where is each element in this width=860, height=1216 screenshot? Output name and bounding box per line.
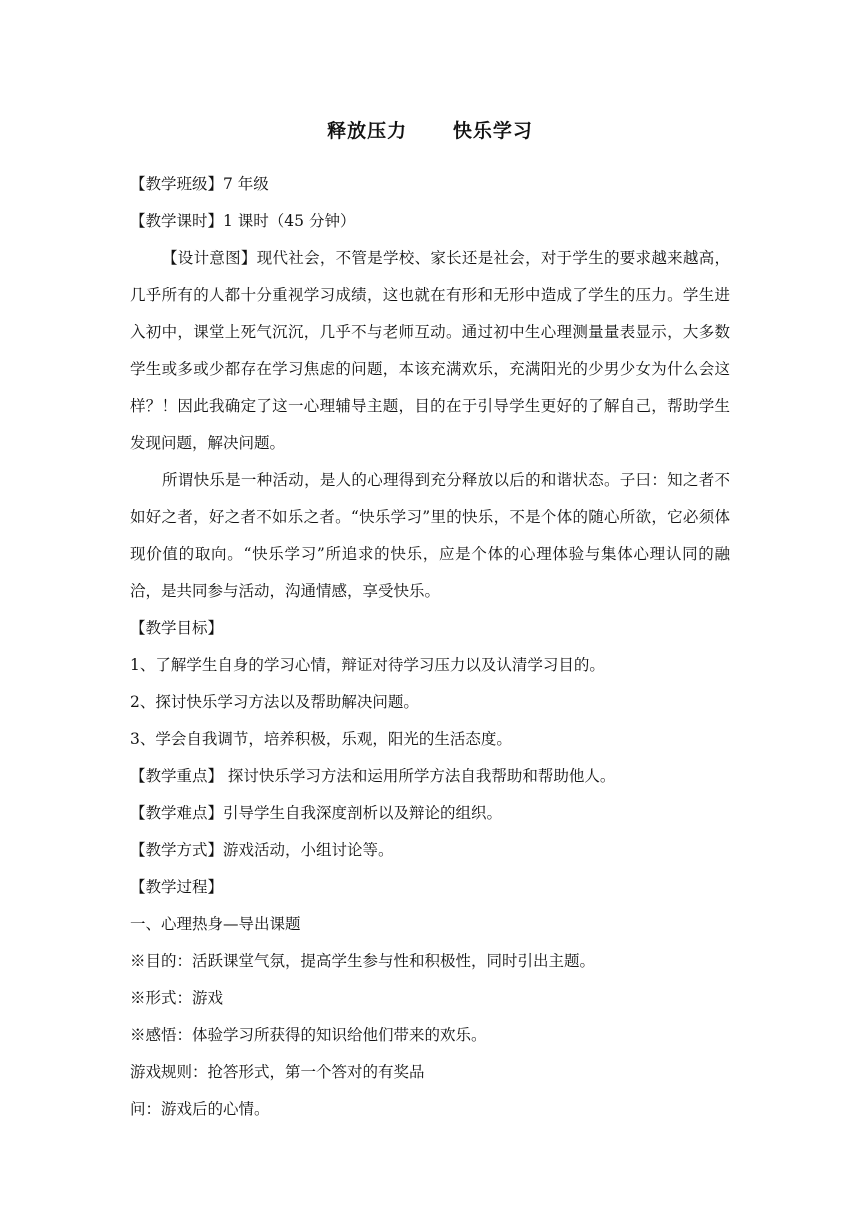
question-line: 问：游戏后的心情。 xyxy=(130,1100,270,1118)
teaching-focus-line: 【教学重点】 探讨快乐学习方法和运用所学方法自我帮助和帮助他人。 xyxy=(130,767,616,785)
purpose-line: ※目的：活跃课堂气氛，提高学生参与性和积极性，同时引出主题。 xyxy=(130,952,596,970)
teaching-process-heading: 【教学过程】 xyxy=(130,878,224,896)
teaching-method-line: 【教学方式】游戏活动，小组讨论等。 xyxy=(130,841,394,859)
happiness-definition-paragraph: 所谓快乐是一种活动，是人的心理得到充分释放以后的和谐状态。子曰：知之者不如好之者，好之者不如乐之者。“快乐学习”里的快乐，不是个体的随心所欲，它必须体现价值的取向。“快乐学习”所追求的快乐，应是个体的心理体验与集体心理认同的融洽，是共同参与活动，沟通情感，享受快乐。 xyxy=(130,471,730,600)
design-intent-paragraph: 【设计意图】现代社会，不管是学校、家长还是社会，对于学生的要求越来越高，几乎所有的人都十分重视学习成绩，这也就在有形和无形中造成了学生的压力。学生进入初中，课堂上死气沉沉，几乎不与老师互动。通过初中生心理测量量表显示，大多数学生或多或少都存在学习焦虑的问题，本该充满欢乐，充满阳光的少男少女为什么会这样？！因此我确定了这一心理辅导主题，目的在于引导学生更好的了解自己，帮助学生发现问题，解决问题。 xyxy=(130,249,730,452)
form-line: ※形式：游戏 xyxy=(130,989,224,1007)
insight-line: ※感悟：体验学习所获得的知识给他们带来的欢乐。 xyxy=(130,1026,487,1044)
section-1-heading: 一、心理热身—导出课题 xyxy=(130,915,301,933)
document-body xyxy=(130,166,730,1128)
teaching-class-line: 【教学班级】7 年级 xyxy=(130,175,269,193)
goal-item-3: 3、学会自我调节，培养积极，乐观，阳光的生活态度。 xyxy=(130,730,512,748)
goal-item-1: 1、了解学生自身的学习心情，辩证对待学习压力以及认清学习目的。 xyxy=(130,656,605,674)
document-title: 释放压力 快乐学习 xyxy=(327,120,533,142)
teaching-difficulty-line: 【教学难点】引导学生自我深度剖析以及辩论的组织。 xyxy=(130,804,503,822)
teaching-hours-line: 【教学课时】1 课时（45 分钟） xyxy=(130,212,356,230)
goal-item-2: 2、探讨快乐学习方法以及帮助解决问题。 xyxy=(130,693,419,711)
teaching-goals-heading: 【教学目标】 xyxy=(130,619,224,637)
game-rules-line: 游戏规则：抢答形式，第一个答对的有奖品 xyxy=(130,1063,425,1081)
